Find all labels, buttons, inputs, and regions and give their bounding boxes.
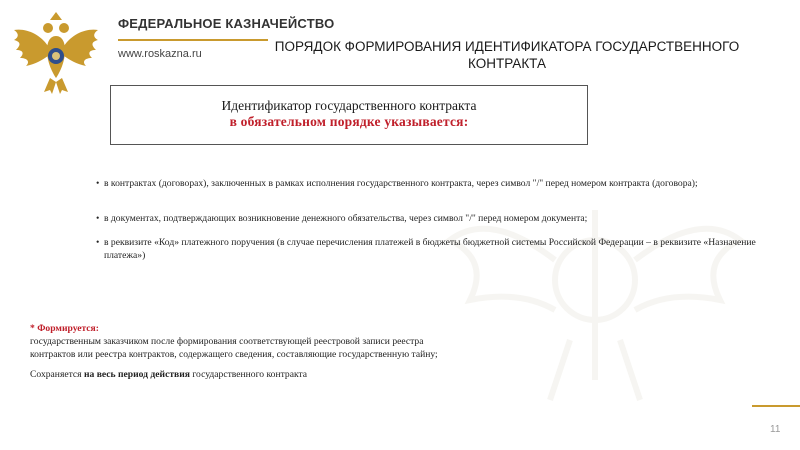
footer-accent-line: [752, 405, 800, 407]
double-headed-eagle-emblem-icon: [10, 6, 102, 98]
page-title-line-2: КОНТРАКТА: [468, 56, 546, 71]
note-line-2: контрактов или реестра контрактов, содержащего сведения, составляющие государственную тайну;: [30, 349, 438, 360]
note-tail-bold: на весь период действия: [84, 369, 190, 380]
page-number: 11: [770, 424, 781, 435]
bullet-item: • в контрактах (договорах), заключенных в рамках исполнения государственного контракта, через символ "/" перед номером контракта (договора);: [96, 178, 776, 191]
note-line-1: государственным заказчиком после формирования соответствующей реестровой записи реестра: [30, 336, 424, 347]
page-title: [232, 38, 782, 72]
bullet-item: • в реквизите «Код» платежного поручения (в случае перечисления платежей в бюджеты бюджетной системы Российской Федерации – в реквизите «Назначение платежа»): [96, 237, 776, 262]
bullet-item: • в документах, подтверждающих возникновение денежного обязательства, через символ "/" перед номером документа;: [96, 213, 776, 226]
page-title-line-1: ПОРЯДОК ФОРМИРОВАНИЯ ИДЕНТИФИКАТОРА ГОСУДАРСТВЕННОГО: [274, 39, 740, 54]
callout-box: [110, 85, 588, 145]
agency-url: www.roskazna.ru: [118, 48, 202, 60]
agency-name: ФЕДЕРАЛЬНОЕ КАЗНАЧЕЙСТВО: [118, 16, 335, 31]
formation-note: [30, 322, 590, 381]
note-heading: * Формируется:: [30, 323, 99, 334]
callout-line-2: в обязательном порядке указывается:: [229, 114, 469, 129]
note-tail-suffix: государственного контракта: [189, 369, 308, 380]
note-retention: [30, 368, 590, 381]
note-tail-prefix: Сохраняется: [30, 369, 84, 380]
bullet-list: [96, 178, 776, 262]
callout-line-1: Идентификатор государственного контракта: [221, 98, 477, 113]
